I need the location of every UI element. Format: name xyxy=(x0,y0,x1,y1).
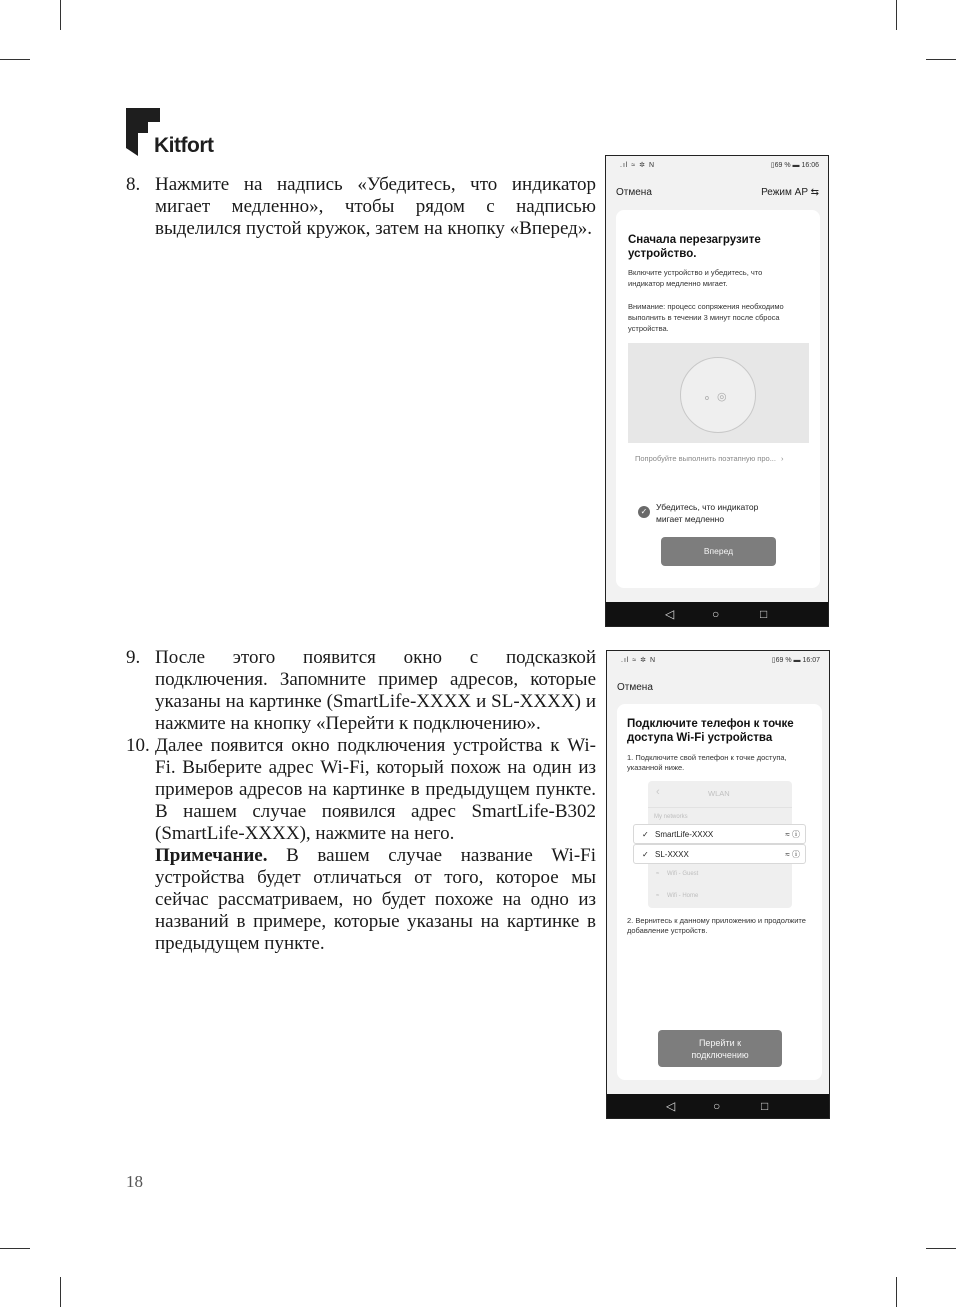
crop-mark xyxy=(926,59,956,60)
power-icon: ◎ xyxy=(717,391,727,403)
wlan-divider xyxy=(648,807,792,808)
crop-mark xyxy=(896,0,897,30)
phone-screenshot-connect xyxy=(606,650,830,1119)
my-networks-label: My networks xyxy=(654,814,688,820)
note-text: В вашем случае название Wi-Fi устройства будет отличаться от того, которое мы сейчас рассматриваем, но будет похоже на одно из названий в примере, которые указаны на картинке в предыдущем пункте. xyxy=(155,845,596,954)
recent-apps-icon[interactable]: □ xyxy=(761,1099,769,1113)
device-illustration xyxy=(628,343,809,443)
phone-screenshot-reboot xyxy=(605,155,829,627)
brand-name: Kitfort xyxy=(154,134,214,157)
next-button[interactable]: Вперед xyxy=(661,537,776,566)
check-icon: ✓ xyxy=(642,830,649,839)
step-8 xyxy=(126,174,596,240)
card-warning: Внимание: процесс сопряжения необходимо выполнить в течении 3 минут после сброса устройства. xyxy=(628,302,784,333)
battery-clock: ▯69 % ▬ 16:06 xyxy=(770,162,819,169)
step-10 xyxy=(126,735,596,955)
nav-bar xyxy=(606,602,828,626)
signal-icons: .ıl ≈ ✲ N xyxy=(621,657,657,664)
crop-mark xyxy=(60,0,61,30)
step-text: Далее появится окно подключения устройства к Wi-Fi. Выберите адрес Wi-Fi, который похож на один из примеров адресов на картинке в предыдущем пункте. В нашем случае появился адрес SmartLife-B302 (SmartLife-XXXX), нажмите на него. xyxy=(155,735,596,844)
back-icon[interactable]: ◁ xyxy=(666,1099,676,1113)
step-number: 8. xyxy=(126,174,141,195)
card-title: Сначала перезагрузите устройство. xyxy=(628,234,761,260)
faint-network: Wifi - Home xyxy=(667,893,699,899)
network-name: SL-XXXX xyxy=(655,850,689,859)
crop-mark xyxy=(896,1277,897,1307)
ap-mode-link[interactable]: Режим AP ⇆ xyxy=(761,187,819,198)
page-number: 18 xyxy=(126,1172,143,1191)
home-icon[interactable]: ○ xyxy=(713,1099,721,1113)
confirm-text[interactable]: Убедитесь, что индикатор мигает медленно xyxy=(656,502,759,524)
wifi-network-row[interactable] xyxy=(633,824,806,844)
signal-icons: .ıl ≈ ✲ N xyxy=(620,162,656,169)
home-icon[interactable]: ○ xyxy=(712,607,720,621)
note xyxy=(155,845,596,955)
instruction-card xyxy=(616,210,820,588)
step-number: 9. xyxy=(126,647,141,668)
step-text: После этого появится окно с подсказкой подключения. Запомните пример адресов, которые указаны на картинке (SmartLife-XXXX и SL-XXXX) и нажмите на кнопку «Перейти к подключению». xyxy=(155,647,596,734)
wifi-info-icon: ≈ ⓘ xyxy=(785,830,800,839)
battery-clock: ▯69 % ▬ 16:07 xyxy=(771,657,820,664)
crop-mark xyxy=(0,59,30,60)
chevron-left-icon: ‹ xyxy=(656,786,660,798)
confirm-checkbox[interactable]: ✓ xyxy=(638,506,650,518)
back-icon[interactable]: ◁ xyxy=(665,607,675,621)
wifi-info-icon: ≈ ⓘ xyxy=(785,850,800,859)
status-bar xyxy=(606,156,828,174)
recent-apps-icon[interactable]: □ xyxy=(760,607,768,621)
wifi-icon: ≈ xyxy=(656,871,660,877)
connect-button[interactable]: Перейти к подключению xyxy=(658,1030,782,1067)
crop-mark xyxy=(60,1277,61,1307)
step-text: Нажмите на надпись «Убедитесь, что индикатор мигает медленно», чтобы рядом с надписью выделился пустой кружок, затем на кнопку «Вперед». xyxy=(155,174,596,239)
brand-logo xyxy=(126,108,226,160)
network-name: SmartLife-XXXX xyxy=(655,830,714,839)
note-label: Примечание. xyxy=(155,845,268,866)
chevron-right-icon: › xyxy=(781,454,784,463)
nav-bar xyxy=(607,1094,829,1118)
crop-mark xyxy=(926,1248,956,1249)
crop-mark xyxy=(0,1248,30,1249)
step-number: 10. xyxy=(126,735,150,756)
step-by-step-text: Попробуйте выполнить поэтапную про... xyxy=(635,454,776,463)
indicator-icon: o xyxy=(705,395,709,402)
wlan-title: WLAN xyxy=(708,789,730,798)
wifi-network-row[interactable] xyxy=(633,844,806,864)
faint-network: Wifi - Guest xyxy=(667,871,699,877)
cancel-link[interactable]: Отмена xyxy=(617,682,653,693)
step-1-text: 1. Подключите свой телефон к точке доступа, указанной ниже. xyxy=(627,753,787,772)
cancel-link[interactable]: Отмена xyxy=(616,187,652,198)
wifi-icon: ≈ xyxy=(656,893,660,899)
card-title: Подключите телефон к точке доступа Wi-Fi устройства xyxy=(627,718,794,744)
status-bar xyxy=(607,651,829,669)
connect-card xyxy=(617,704,822,1080)
check-icon: ✓ xyxy=(642,850,649,859)
step-2-text: 2. Вернитесь к данному приложению и продолжите добавление устройств. xyxy=(627,916,806,935)
step-9 xyxy=(126,647,596,735)
step-by-step-link[interactable] xyxy=(635,453,815,464)
card-text: Включите устройство и убедитесь, что индикатор медленно мигает. xyxy=(628,268,763,288)
